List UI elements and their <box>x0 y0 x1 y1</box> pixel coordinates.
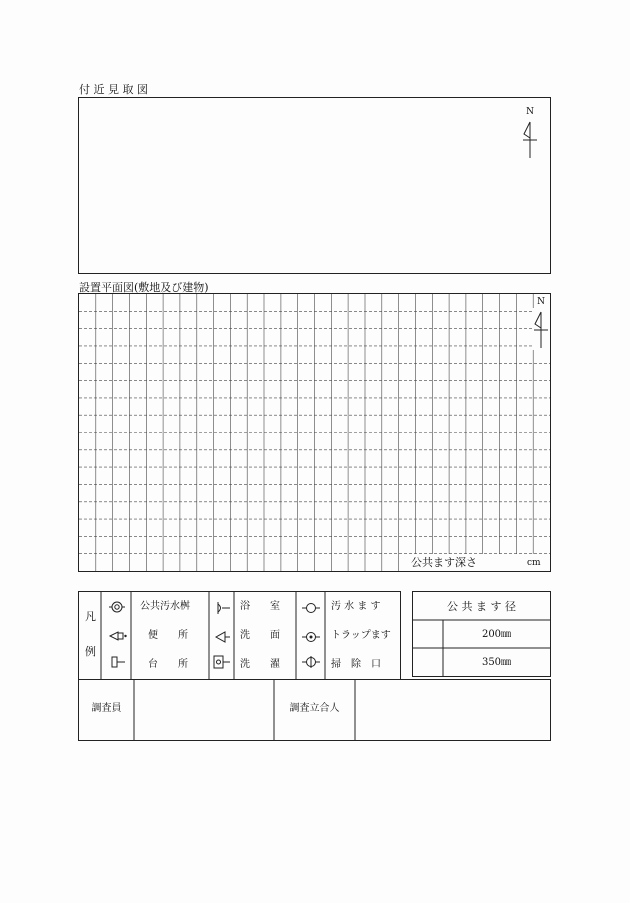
legend-label-top: 凡 <box>85 610 96 623</box>
plan-title: 設置平面図(敷地及び建物) <box>79 281 209 294</box>
trap-basin-icon <box>301 630 321 644</box>
plan-grid <box>79 294 550 571</box>
legend-cleanout: 掃 除 口 <box>331 659 381 670</box>
public-sewer-basin-icon <box>108 600 126 614</box>
legend-trap-basin: トラップます <box>331 630 391 641</box>
toilet-icon <box>108 630 128 642</box>
diameter-table <box>412 591 551 677</box>
legend-label-bottom: 例 <box>85 645 96 658</box>
plan-north-arrow-icon <box>532 308 550 350</box>
plan-north-label: N <box>535 297 547 307</box>
legend-toilet: 便 所 <box>148 630 188 641</box>
vicinity-map-area[interactable] <box>78 97 551 274</box>
washbasin-icon <box>213 630 231 644</box>
diameter-header: 公 共 ま す 径 <box>447 600 516 613</box>
plan-grid-area[interactable] <box>78 293 551 572</box>
diameter-checkbox-200[interactable] <box>415 622 441 646</box>
sewage-basin-icon <box>301 601 321 615</box>
depth-cell <box>408 554 550 571</box>
vicinity-map-title: 付 近 見 取 図 <box>79 83 148 96</box>
legend-sewage-basin: 汚 水 ま す <box>331 601 381 612</box>
inspector-label: 調査員 <box>91 703 122 714</box>
legend-bathroom: 浴 室 <box>240 601 280 612</box>
laundry-icon <box>212 655 232 669</box>
inspector-field[interactable] <box>136 682 272 738</box>
kitchen-icon <box>110 655 126 669</box>
signature-table <box>78 679 551 741</box>
diameter-350: 350㎜ <box>481 657 512 668</box>
cleanout-icon <box>301 655 321 669</box>
diameter-checkbox-350[interactable] <box>415 650 441 674</box>
witness-field[interactable] <box>357 682 548 738</box>
legend-public-sewer: 公共汚水桝 <box>140 601 190 612</box>
legend-table <box>78 591 401 680</box>
legend-washbasin: 洗 面 <box>240 630 280 641</box>
diameter-200: 200㎜ <box>481 629 512 640</box>
north-arrow-icon <box>520 118 540 160</box>
depth-unit: cm <box>527 558 541 568</box>
bathroom-icon <box>213 601 231 615</box>
legend-kitchen: 台 所 <box>148 659 188 670</box>
legend-laundry: 洗 濯 <box>240 659 280 670</box>
depth-label: 公共ます深さ <box>411 556 477 569</box>
north-label: N <box>526 107 534 117</box>
witness-label: 調査立合人 <box>289 703 340 714</box>
